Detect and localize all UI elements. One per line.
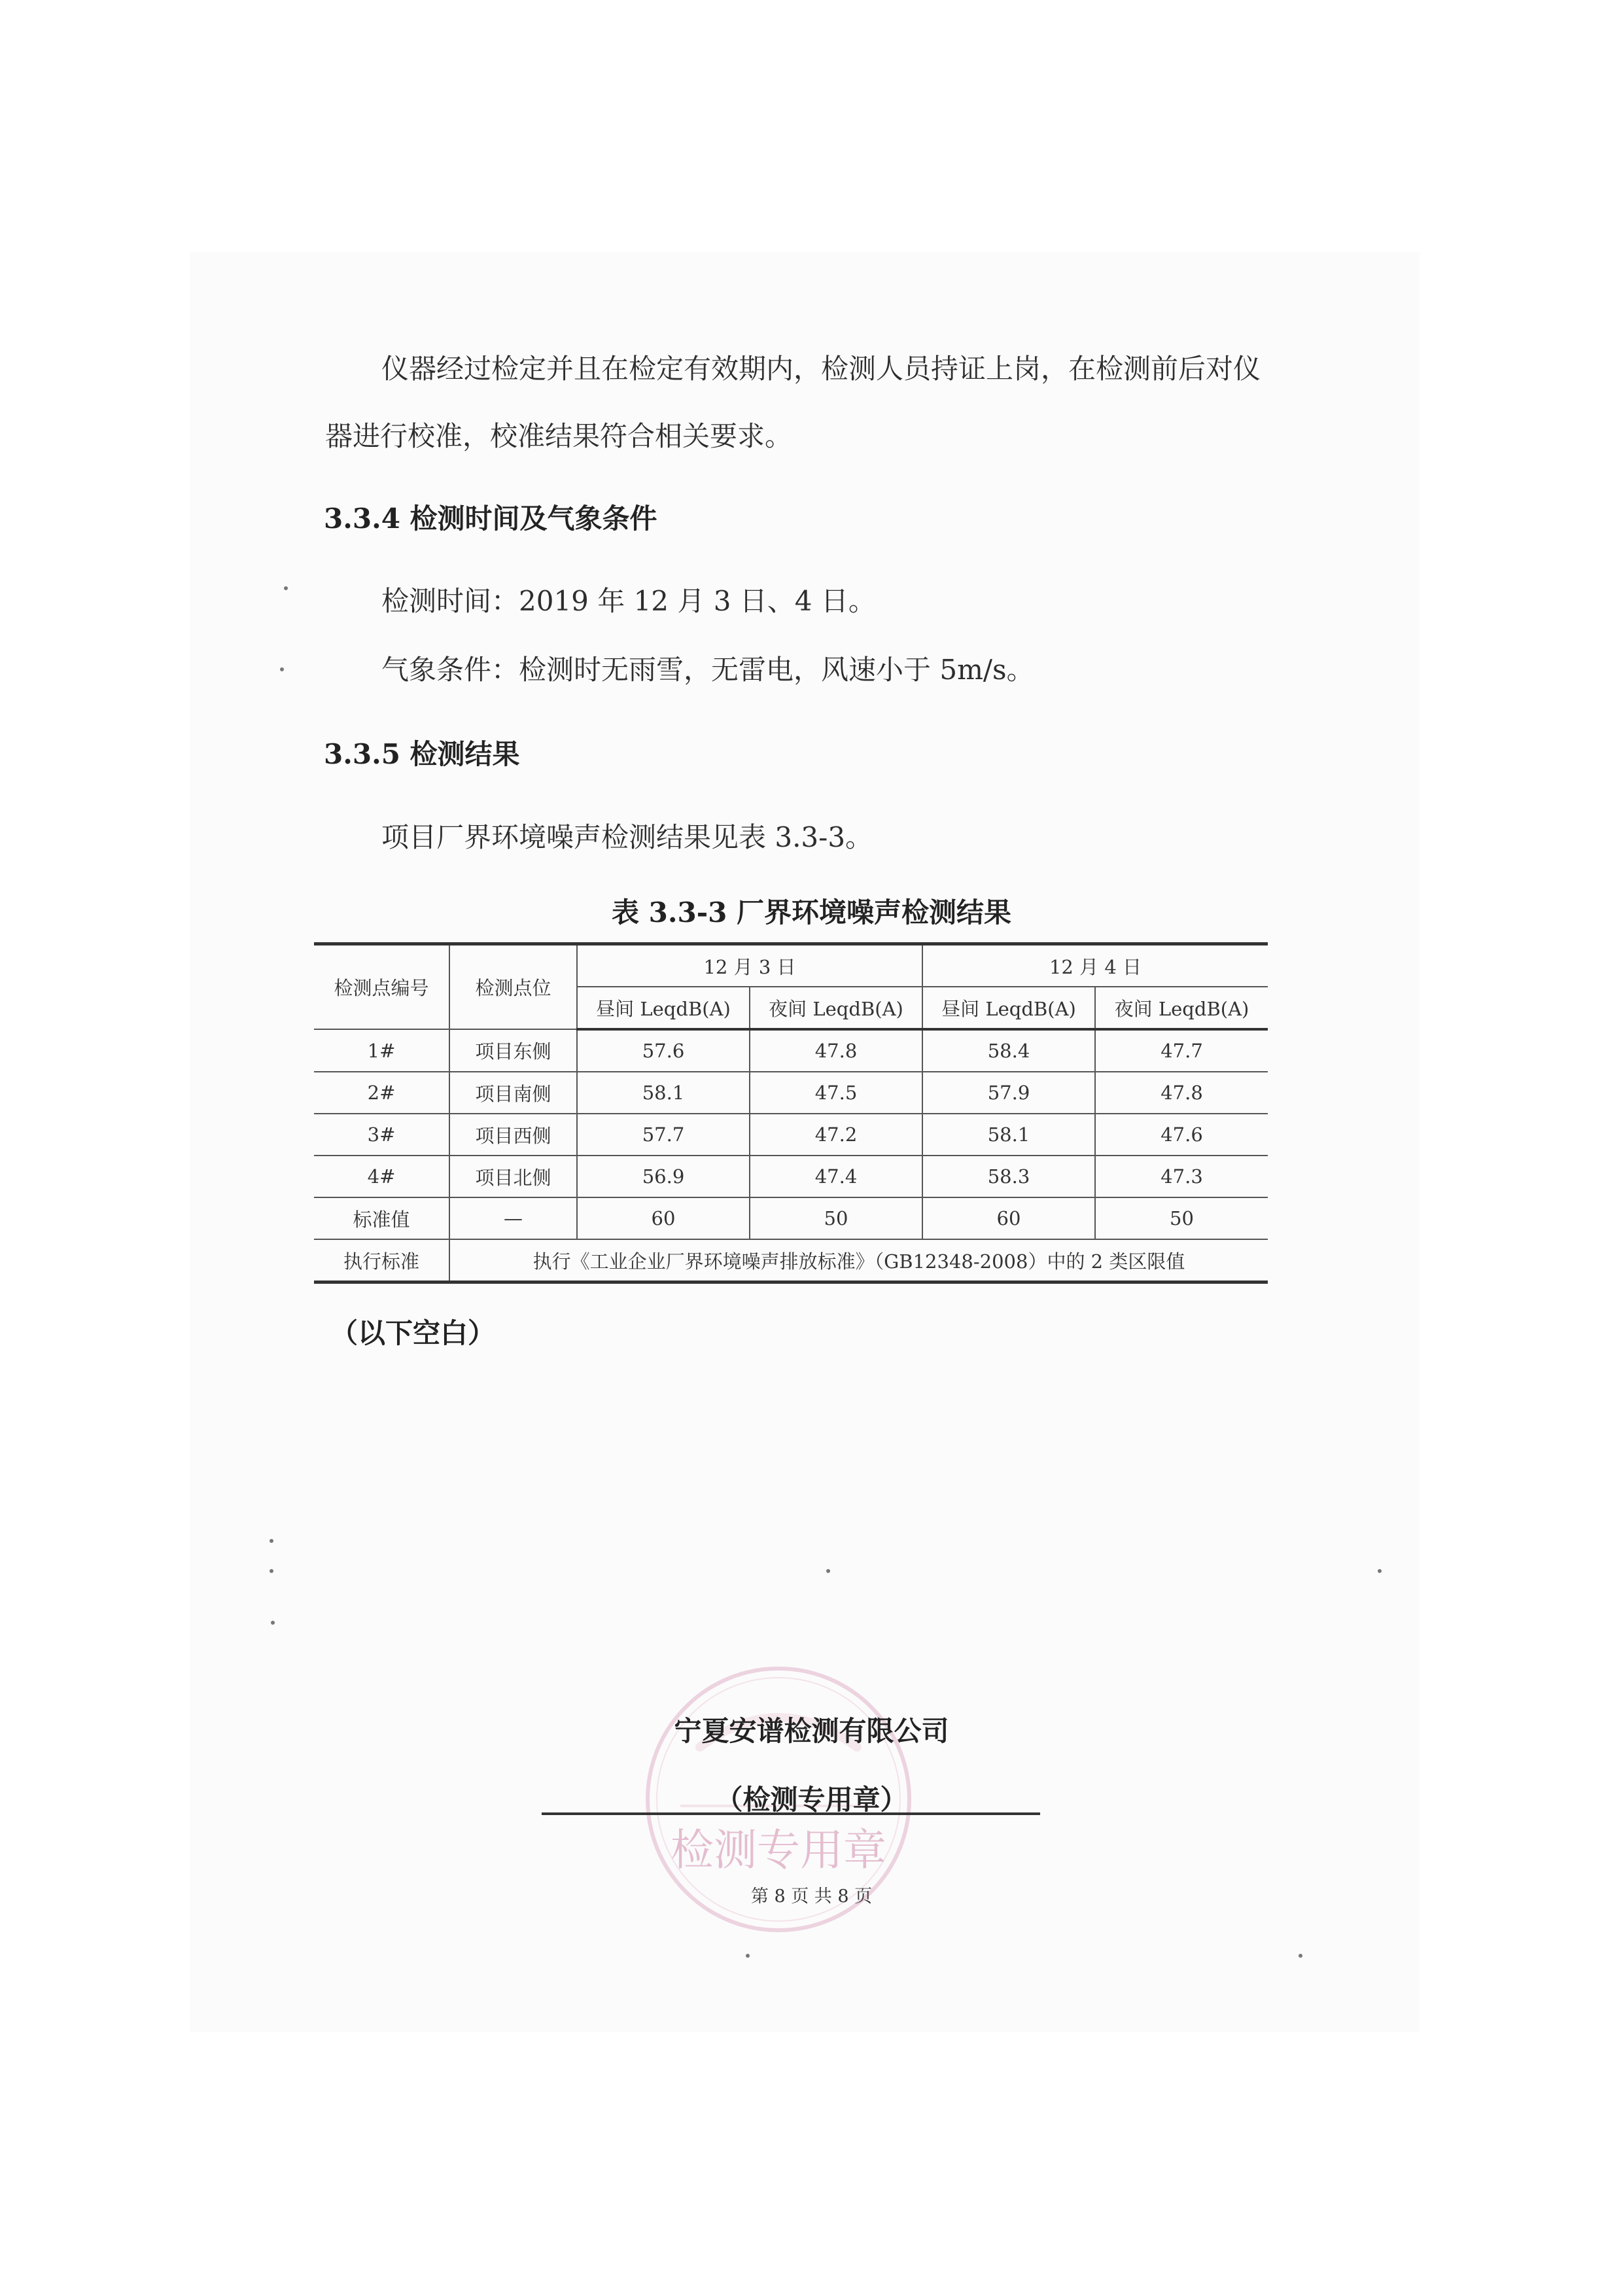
standard-value: 60 bbox=[577, 1197, 750, 1239]
execution-standard-row bbox=[314, 1239, 1268, 1282]
cell-location: 项目北侧 bbox=[449, 1156, 577, 1197]
paragraph-line-1: 仪器经过检定并且在检定有效期内，检测人员持证上岗，在检测前后对仪 bbox=[381, 353, 1261, 385]
cell-value: 47.2 bbox=[750, 1114, 922, 1156]
scan-speck bbox=[270, 1569, 273, 1573]
cell-value: 58.1 bbox=[577, 1072, 750, 1114]
scan-speck bbox=[270, 1539, 273, 1543]
table-row bbox=[314, 1072, 1268, 1114]
scan-speck bbox=[1299, 1954, 1302, 1958]
table-row bbox=[314, 1156, 1268, 1197]
header-date-1-day: 昼间 LeqdB(A) bbox=[577, 987, 750, 1029]
standard-location: — bbox=[449, 1197, 577, 1239]
cell-location: 项目东侧 bbox=[449, 1029, 577, 1072]
results-intro-text: 项目厂界环境噪声检测结果见表 3.3-3。 bbox=[381, 821, 873, 853]
cell-value: 47.7 bbox=[1095, 1029, 1268, 1072]
cell-value: 58.4 bbox=[922, 1029, 1095, 1072]
scan-speck bbox=[746, 1954, 750, 1958]
scan-speck bbox=[280, 667, 284, 671]
header-point-id: 检测点编号 bbox=[314, 944, 449, 1030]
header-date-2: 12 月 4 日 bbox=[922, 944, 1268, 987]
standard-value-row bbox=[314, 1197, 1268, 1239]
header-point-location: 检测点位 bbox=[449, 944, 577, 1030]
cell-value: 47.8 bbox=[1095, 1072, 1268, 1114]
scan-speck bbox=[1378, 1569, 1382, 1573]
company-name: 宁夏安谱检测有限公司 bbox=[674, 1715, 949, 1747]
weather-conditions-text: 气象条件：检测时无雨雪，无雷电，风速小于 5m/s。 bbox=[381, 654, 1034, 686]
cell-value: 47.6 bbox=[1095, 1114, 1268, 1156]
standard-label: 标准值 bbox=[314, 1197, 449, 1239]
cell-location: 项目西侧 bbox=[449, 1114, 577, 1156]
cell-value: 47.8 bbox=[750, 1029, 922, 1072]
table-row bbox=[314, 1114, 1268, 1156]
scan-speck bbox=[284, 586, 288, 590]
cell-value: 58.3 bbox=[922, 1156, 1095, 1197]
page-number: 第 8 页 共 8 页 bbox=[750, 1886, 873, 1907]
cell-value: 47.4 bbox=[750, 1156, 922, 1197]
section-heading-335: 3.3.5 检测结果 bbox=[324, 738, 520, 770]
header-date-2-day: 昼间 LeqdB(A) bbox=[922, 987, 1095, 1029]
cell-point-id: 4# bbox=[314, 1156, 449, 1197]
table-row bbox=[314, 1029, 1268, 1072]
cell-value: 47.5 bbox=[750, 1072, 922, 1114]
cell-value: 47.3 bbox=[1095, 1156, 1268, 1197]
cell-point-id: 1# bbox=[314, 1029, 449, 1072]
header-date-1-night: 夜间 LeqdB(A) bbox=[750, 987, 922, 1029]
detection-time-text: 检测时间：2019 年 12 月 3 日、4 日。 bbox=[381, 585, 876, 617]
paragraph-line-2: 器进行校准，校准结果符合相关要求。 bbox=[325, 420, 793, 452]
scan-speck bbox=[271, 1621, 275, 1625]
cell-value: 56.9 bbox=[577, 1156, 750, 1197]
execution-standard-text: 执行《工业企业厂界环境噪声排放标准》（GB12348-2008）中的 2 类区限值 bbox=[449, 1239, 1268, 1282]
noise-results-table bbox=[314, 942, 1268, 1284]
standard-value: 60 bbox=[922, 1197, 1095, 1239]
header-date-2-night: 夜间 LeqdB(A) bbox=[1095, 987, 1268, 1029]
cell-value: 57.6 bbox=[577, 1029, 750, 1072]
seal-label: （检测专用章） bbox=[715, 1784, 908, 1816]
section-heading-334: 3.3.4 检测时间及气象条件 bbox=[324, 503, 657, 535]
svg-text:检测专用章: 检测专用章 bbox=[671, 1825, 886, 1875]
cell-value: 57.9 bbox=[922, 1072, 1095, 1114]
cell-location: 项目南侧 bbox=[449, 1072, 577, 1114]
execution-standard-label: 执行标准 bbox=[314, 1239, 449, 1282]
table-title: 表 3.3-3 厂界环境噪声检测结果 bbox=[612, 896, 1011, 928]
cell-value: 58.1 bbox=[922, 1114, 1095, 1156]
signature-line bbox=[542, 1812, 1040, 1815]
standard-value: 50 bbox=[750, 1197, 922, 1239]
blank-below-note: （以下空白） bbox=[330, 1317, 496, 1349]
header-date-1: 12 月 3 日 bbox=[577, 944, 922, 987]
cell-value: 57.7 bbox=[577, 1114, 750, 1156]
cell-point-id: 2# bbox=[314, 1072, 449, 1114]
cell-point-id: 3# bbox=[314, 1114, 449, 1156]
scan-speck bbox=[826, 1569, 830, 1573]
standard-value: 50 bbox=[1095, 1197, 1268, 1239]
